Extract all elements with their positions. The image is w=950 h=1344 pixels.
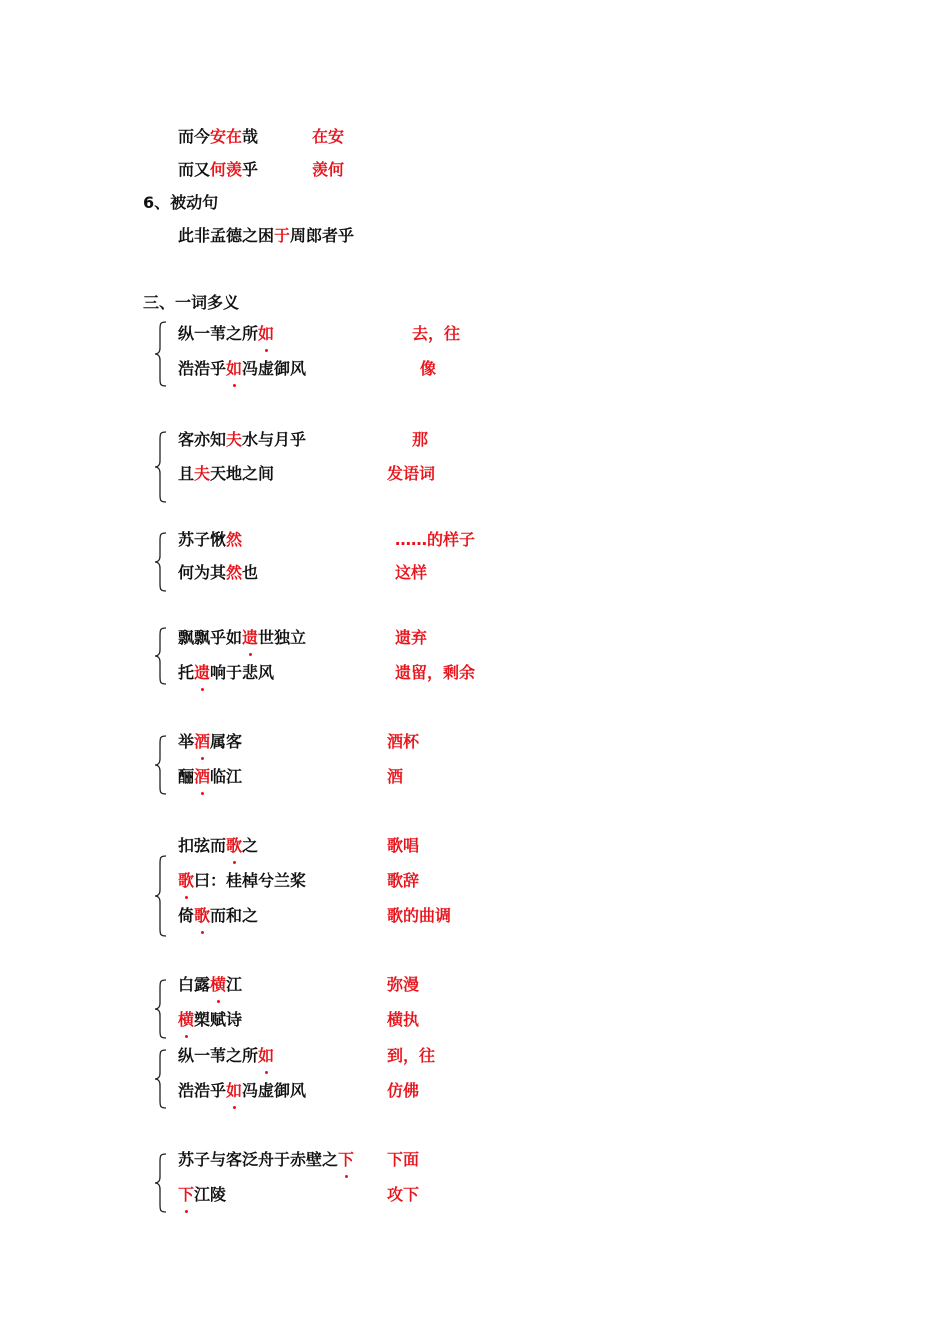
sentence-line: 且夫天地之间: [178, 464, 275, 483]
answer-text: 酒: [387, 767, 404, 786]
sentence-line: 此非孟德之困于周郎者乎: [178, 226, 355, 245]
brace: [154, 628, 170, 684]
highlight-word: 下: [178, 1185, 195, 1204]
sentence-line: 酾酒临江: [178, 767, 243, 786]
answer-text: 歌唱: [387, 836, 420, 855]
answer-text: 在安: [312, 127, 345, 146]
highlight-word: 歌: [194, 906, 211, 925]
sentence-line: 纵一苇之所如: [178, 1046, 275, 1065]
sentence-line: 举酒属客: [178, 732, 243, 751]
highlight-word: 下: [338, 1150, 355, 1169]
highlight-word: 于: [274, 226, 291, 245]
answer-text: 横执: [387, 1010, 420, 1029]
answer-text: 酒杯: [387, 732, 420, 751]
highlight-word: 歌: [226, 836, 243, 855]
answer-text: 弥漫: [387, 975, 420, 994]
answer-text: 那: [412, 430, 429, 449]
highlight-word: 酒: [194, 732, 211, 751]
sentence-line: 何为其然也: [178, 563, 259, 582]
sentence-line: 浩浩乎如冯虚御风: [178, 1081, 307, 1100]
sentence-line: 扣弦而歌之: [178, 836, 259, 855]
answer-text: 去，往: [412, 324, 461, 343]
answer-text: 这样: [395, 563, 428, 582]
section-heading-passive: 6、被动句: [143, 193, 219, 212]
highlight-word: 遗: [194, 663, 211, 682]
sentence-line: 苏子与客泛舟于赤壁之下: [178, 1150, 355, 1169]
sentence-line: 而今安在哉: [178, 127, 259, 146]
highlight-word: 如: [226, 1081, 243, 1100]
sentence-line: 倚歌而和之: [178, 906, 259, 925]
brace: [154, 432, 170, 502]
sentence-line: 飘飘乎如遗世独立: [178, 628, 307, 647]
answer-text: 歌的曲调: [387, 906, 452, 925]
highlight-word: 遗: [242, 628, 259, 647]
brace: [154, 533, 170, 591]
highlight-word: 横: [178, 1010, 195, 1029]
sentence-line: 歌曰：桂棹兮兰桨: [178, 871, 307, 890]
highlight-word: 然: [226, 530, 243, 549]
brace: [154, 856, 170, 936]
sentence-line: 纵一苇之所如: [178, 324, 275, 343]
sentence-line: 而又何羡乎: [178, 160, 259, 179]
answer-text: 像: [420, 359, 437, 378]
sentence-line: 托遗响于悲风: [178, 663, 275, 682]
sentence-line: 浩浩乎如冯虚御风: [178, 359, 307, 378]
answer-text: 仿佛: [387, 1081, 420, 1100]
answer-text: 攻下: [387, 1185, 420, 1204]
highlight-word: 安在: [210, 127, 243, 146]
highlight-word: 酒: [194, 767, 211, 786]
answer-text: 发语词: [387, 464, 436, 483]
highlight-word: 何羡: [210, 160, 243, 179]
section-heading-polysemy: 三、一词多义: [143, 293, 240, 312]
highlight-word: 歌: [178, 871, 195, 890]
brace: [154, 736, 170, 794]
sentence-line: 客亦知夫水与月乎: [178, 430, 307, 449]
highlight-word: 如: [258, 1046, 275, 1065]
answer-text: 歌辞: [387, 871, 420, 890]
answer-text: 到，往: [387, 1046, 436, 1065]
highlight-word: 夫: [194, 464, 211, 483]
highlight-word: 如: [226, 359, 243, 378]
answer-text: 羡何: [312, 160, 345, 179]
sentence-line: 横槊赋诗: [178, 1010, 243, 1029]
highlight-word: 然: [226, 563, 243, 582]
answer-text: 遗留，剩余: [395, 663, 476, 682]
answer-text: 遗弃: [395, 628, 428, 647]
brace: [154, 1154, 170, 1212]
brace: [154, 980, 170, 1038]
answer-text: ……的样子: [395, 530, 476, 549]
sentence-line: 白露横江: [178, 975, 243, 994]
sentence-line: 下江陵: [178, 1185, 227, 1204]
brace: [154, 322, 170, 386]
sentence-line: 苏子愀然: [178, 530, 243, 549]
highlight-word: 如: [258, 324, 275, 343]
brace: [154, 1050, 170, 1108]
highlight-word: 夫: [226, 430, 243, 449]
highlight-word: 横: [210, 975, 227, 994]
answer-text: 下面: [387, 1150, 420, 1169]
